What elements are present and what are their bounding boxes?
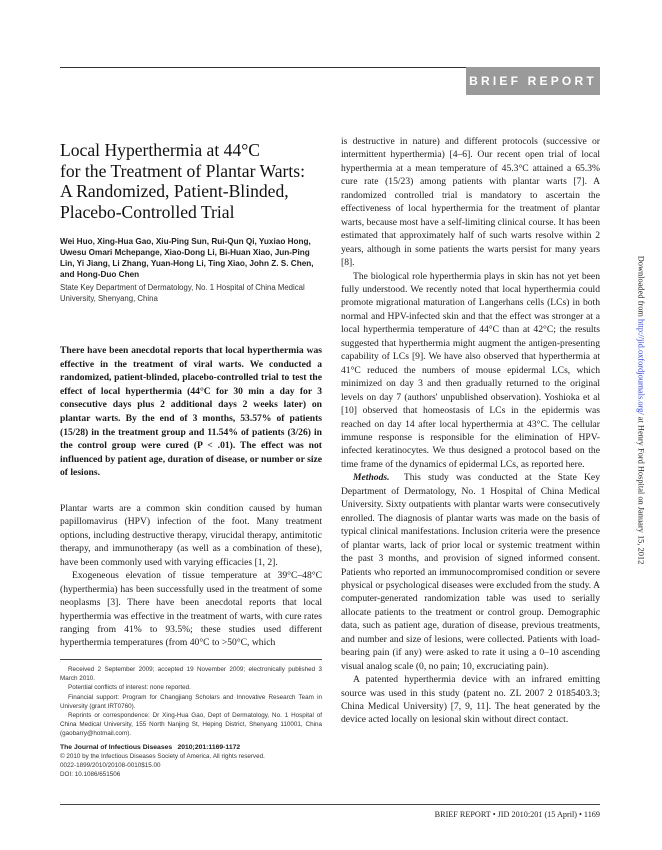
abstract: There have been anecdotal reports that local hyperthermia was effective in the treatment of viral warts. We conducted a randomized, patient-blinded, placebo-controlled trial to test the effect of local hyperthermia (44°C for 30 min a day for 3 consecutive days plus 2 additional days 2 weeks later) on plantar warts. By the end of 3 months, 53.57% of patients (15/28) in the treatment group and 11.54% of patients (3/26) in the control group were cured (P < .01). The effect was not influenced by patient age, duration of disease, or number or size of lesions. (60, 345, 322, 479)
author-list: Wei Huo, Xing-Hua Gao, Xiu-Ping Sun, Rui-Qun Qi, Yuxiao Hong, Uwesu Omari Mchepange, Xiao-Dong Li, Bi-Huan Xiao, Jun-Ping Lin, Yi Jiang, Li Zhang, Yuan-Hong Li, Ting Xiao, John Z. S. Chen, and Hong-Duo Chen (60, 237, 314, 279)
correspondence-note: Reprints or correspondence: Dr Xing-Hua Gao, Dept of Dermatology, No. 1 Hospital of China Medical University, 155 North Nanjing St, Heping District, Shenyang 110001, China (gaobarry@hotmail.com). (60, 712, 322, 738)
methods-paragraph (341, 471, 600, 673)
conflicts-note: Potential conflicts of interest: none reported. (68, 684, 191, 692)
affiliation: State Key Department of Dermatology, No. 1 Hospital of China Medical University, Shenyang, China (60, 283, 305, 303)
download-watermark (634, 225, 648, 595)
title-line: for the Treatment of Plantar Warts: (60, 160, 306, 181)
footnote-rule (60, 659, 322, 660)
watermark-prefix: Downloaded from (636, 255, 646, 319)
title-line: Placebo-Controlled Trial (60, 201, 235, 222)
methods-text: This study was conducted at the State Key Department of Dermatology, No. 1 Hospital of China Medical University. Sixty outpatients with plantar warts were consecutively enrolled. The diagnosis of plantar warts was made on the basis of typical clinical manifestations. Inclusion criteria were the presence of plantar warts, lack of prior local or systemic treatment within the past 3 months, and provision of signed informed consent. Patients who reported an immunocompromised condition or severe physical or psychological diseases were excluded from the study. A computer-generated randomization table was used to serially allocate patients to the treatment or control group. Demographic data, such as patient age, duration of disease, previous treatments, and number and size of lesions, were collected. Patients with load-bearing pain (if any) were asked to rate it using a 0–10 ascending visual analog scale (0, no pain; 10, excruciating pain). (341, 472, 600, 672)
paragraph: Exogeneous elevation of tissue temperature at 39°C–48°C (hyperthermia) has been successfully used in the treatment of some neoplasms [3]. There have been anecdotal reports that local hyperthermia was effective in the treatment of warts, with cure rates ranging from 41% to 93.5%; these studies used different hyperthermia temperatures (from 40°C to >50°C, which (60, 570, 322, 649)
title-line: A Randomized, Patient-Blinded, (60, 181, 289, 201)
paragraph: The biological role hyperthermia plays in skin has not yet been fully understood. We recently noted that local hyperthermia could promote migrational maturation of Langerhans cells (LCs) in both normal and HPV-infected skin and that the effect was stronger at a local hyperthermia temperature of 44°C than at 42°C; the results suggested that hyperthermia might augment the antigen-presenting capability of LCs [9]. We have also observed that hyperthermia at 41°C reduced the numbers of mouse epidermal LCs, which minimized on day 3 and then gradually returned to the original levels on day 7 (authors' unpublished observation). Yoshioka et al [10] observed that homeostasis of LCs in the epidermis was reached on day 14 after local hyperthermia at 43°C. The cellular immune response is responsible for the elimination of HPV-infected keratinocytes. We thus designed a protocol based on the time frame of the dynamics of epidermal LCs, as reported here. (341, 270, 600, 470)
journal-info (60, 743, 322, 780)
paragraph: is destructive in nature) and different protocols (successive or intermittent hyperthermia) [4–6]. Our recent open trial of local hyperthermia at a mean temperature of 45.3°C attained a 65.3% cure rate (15/23) among patients with plantar warts [7]. A randomized controlled trial is mandatory to ascertain the effectiveness of local hyperthermia for the treatment of plantar warts, because most have a self-limiting clinical course. It has been estimated that approximately half of such warts resolve within 2 years, although in some patients the warts persist for many years [8]. (341, 136, 600, 269)
copyright: © 2010 by the Infectious Diseases Society of America. All rights reserved. (60, 752, 265, 760)
header-rule (60, 67, 466, 68)
journal-citation: 2010;201:1169-1172 (177, 743, 241, 751)
paragraph: Plantar warts are a common skin condition caused by human papillomavirus (HPV) infection of the foot. Many treatment options, including destructive therapy, virucidal therapy, antimitotic therapy, and immunotherapy (as well as a combination of these), have been commonly used with varying efficacies [1, 2]. (60, 502, 322, 568)
methods-heading: Methods. (353, 472, 390, 484)
page-footer: BRIEF REPORT • JID 2010:201 (15 April) • 1169 (434, 810, 600, 819)
watermark-suffix: at Henry Ford Hospital on January 15, 2012 (636, 414, 646, 565)
doi: DOI: 10.1086/651506 (60, 771, 121, 779)
bottom-rule (60, 804, 340, 805)
received-note: Received 2 September 2009; accepted 19 November 2009; electronically published 3 March 2010. (60, 666, 322, 683)
footnotes (60, 665, 322, 779)
section-label: BRIEF REPORT (466, 67, 600, 95)
footer-rule (334, 804, 600, 805)
issn: 0022-1899/2010/20108-0010$15.00 (60, 762, 161, 770)
paragraph: A patented hyperthermia device with an infrared emitting source was used in this study (patent no. ZL 2007 2 0185403.3; China Medical University) [7, 9, 11]. The heat generated by the device acted locally on lesional skin without direct contact. (341, 674, 600, 726)
funding-note: Financial support: Program for Changjiang Scholars and Innovative Research Team in University (grant IRT0760). (60, 693, 322, 710)
right-column (341, 135, 600, 727)
journal-link[interactable]: http://jid.oxfordjournals.org/ (636, 319, 646, 415)
left-body-text (60, 502, 322, 650)
article-title (60, 140, 322, 222)
title-line: Local Hyperthermia at 44°C (60, 140, 261, 160)
journal-name: The Journal of Infectious Diseases (60, 743, 173, 751)
left-column (60, 140, 322, 650)
